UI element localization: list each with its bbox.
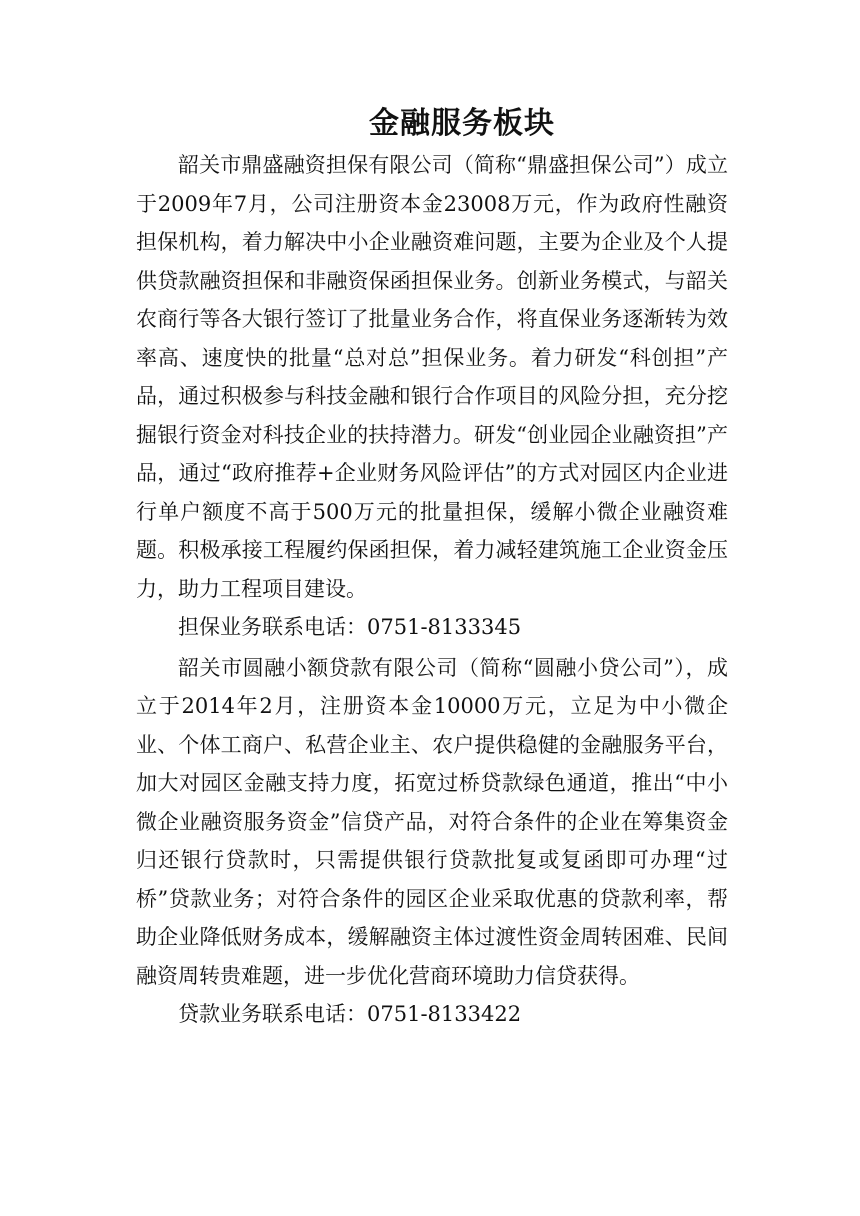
loan-company-paragraph: 韶关市圆融小额贷款有限公司（简称“圆融小贷公司”），成立于2014年2月，注册资本金10000万元，立足为中小微企业、个体工商户、私营企业主、农户提供稳健的金融服务平台，加大对园区金融支持力度，拓宽过桥贷款绿色通道，推出“中小微企业融资服务资金”信贷产品，对符合条件的企业在筹集资金归还银行贷款时，只需提供银行贷款批复或复函即可办理“过桥”贷款业务；对符合条件的园区企业采取优惠的贷款利率，帮助企业降低财务成本，缓解融资主体过渡性资金周转困难、民间融资周转贵难题，进一步优化营商环境助力信贷获得。 <box>136 655 728 988</box>
document-body <box>136 146 728 1034</box>
guarantee-contact-line: 担保业务联系电话：0751-8133345 <box>178 615 522 639</box>
guarantee-company-paragraph: 韶关市鼎盛融资担保有限公司（简称“鼎盛担保公司”）成立于2009年7月，公司注册资本金23008万元，作为政府性融资担保机构，着力解决中小企业融资难问题，主要为企业及个人提供贷款融资担保和非融资保函担保业务。创新业务模式，与韶关农商行等各大银行签订了批量业务合作，将直保业务逐渐转为效率高、速度快的批量“总对总”担保业务。着力研发“科创担”产品，通过积极参与科技金融和银行合作项目的风险分担，充分挖掘银行资金对科技企业的扶持潜力。研发“创业园企业融资担”产品，通过“政府推荐+企业财务风险评估”的方式对园区内企业进行单户额度不高于500万元的批量担保，缓解小微企业融资难题。积极承接工程履约保函担保，着力减轻建筑施工企业资金压力，助力工程项目建设。 <box>136 153 728 601</box>
loan-contact-line: 贷款业务联系电话：0751-8133422 <box>178 1002 522 1026</box>
page-title: 金融服务板块 <box>369 106 555 141</box>
